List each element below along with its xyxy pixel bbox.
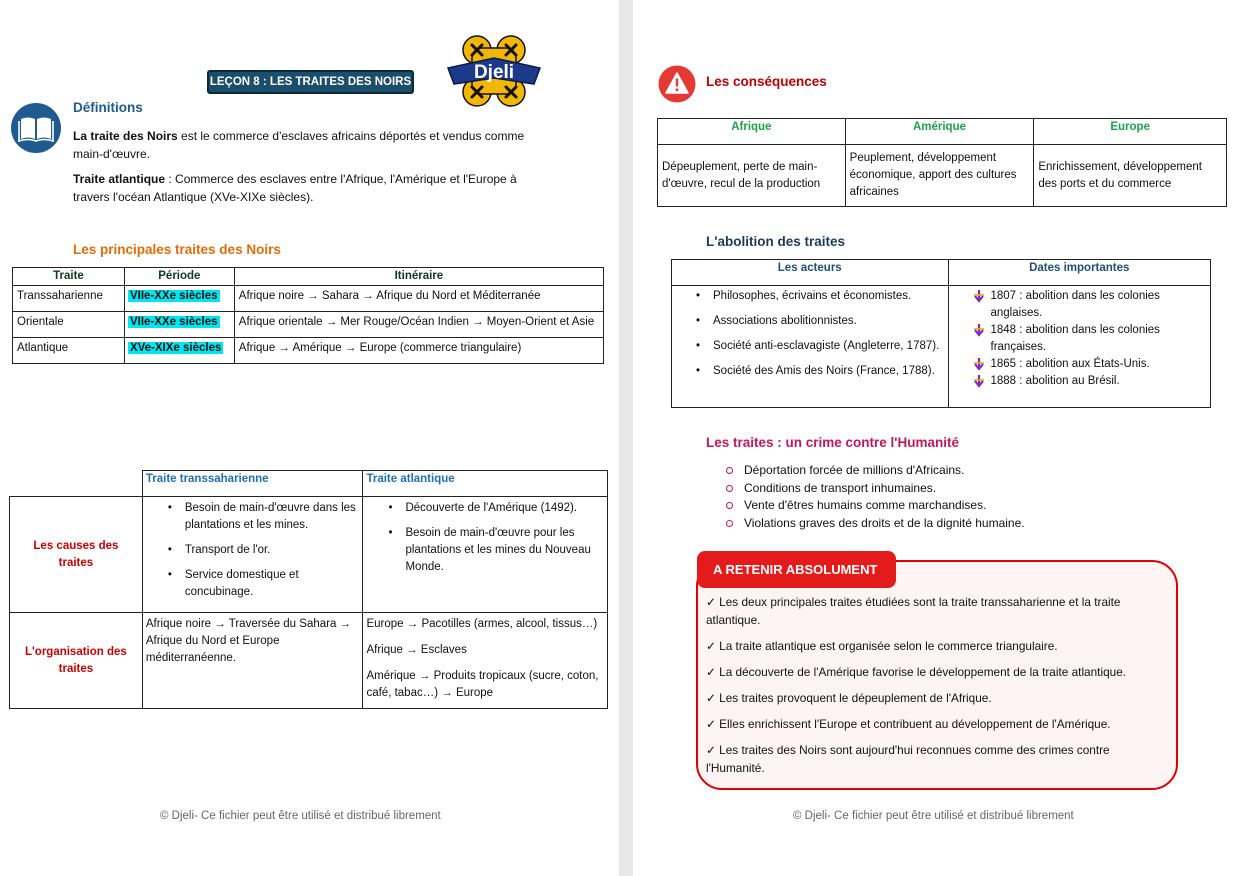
- table-header-row: [672, 260, 1211, 286]
- list-item: Violations graves des droits et de la dignité humaine.: [706, 515, 1156, 533]
- table-row: [13, 338, 604, 364]
- list-item: ✓ La découverte de l'Amérique favorise le développement de la traite atlantique.: [706, 665, 1127, 679]
- list-item: Europe → Pacotilles (armes, alcool, tissus…): [366, 618, 598, 630]
- consequences-heading: Les conséquences: [706, 74, 827, 89]
- arrow-bullet-icon: [973, 357, 985, 371]
- periode-cell: [124, 338, 234, 364]
- organisation-transsaharienne-cell: Afrique noire → Traversée du Sahara → Afrique du Nord et Europe méditerranéenne.: [142, 613, 363, 709]
- table-header: Amérique: [845, 119, 1034, 145]
- table-header: Période: [124, 268, 234, 286]
- definition-traite-noirs: [73, 127, 543, 163]
- definition-term: La traite des Noirs: [73, 129, 178, 143]
- causes-transsaharienne-cell: [142, 497, 363, 613]
- row-head-organisation: L'organisation des traites: [10, 613, 143, 709]
- organisation-atlantique-cell: [363, 613, 608, 709]
- list-item: • Associations abolitionnistes.: [674, 313, 946, 330]
- list-item: [951, 288, 1209, 322]
- periode-highlight: XVe-XIXe siècles: [129, 342, 222, 354]
- table-header: Afrique: [658, 119, 846, 145]
- abolition-table: [671, 259, 1211, 408]
- row-head-causes: Les causes des traites: [10, 497, 143, 613]
- traite-cell: Atlantique: [13, 338, 125, 364]
- principales-heading: Les principales traites des Noirs: [73, 242, 281, 257]
- date-text: 1888 : abolition au Brésil.: [990, 375, 1120, 387]
- list-item: ✓ Les deux principales traites étudiées sont la traite transsaharienne et la traite atlantique.: [706, 595, 1121, 627]
- list-item: [951, 322, 1209, 356]
- list-item: Conditions de transport inhumaines.: [706, 480, 1156, 498]
- list-item: • Besoin de main-d'œuvre pour les plantations et les mines du Nouveau Monde.: [366, 525, 604, 576]
- traite-cell: Orientale: [13, 312, 125, 338]
- periode-cell: [124, 312, 234, 338]
- table-header-row: [13, 268, 604, 286]
- table-row: [10, 497, 608, 613]
- consequence-europe-cell: Enrichissement, développement des ports et du commerce: [1034, 145, 1227, 207]
- periode-cell: [124, 286, 234, 312]
- abolition-heading: L'abolition des traites: [706, 234, 845, 249]
- consequences-table: [657, 118, 1227, 207]
- book-icon: [10, 102, 62, 154]
- svg-text:Djeli: Djeli: [473, 62, 515, 83]
- table-header: Traite: [13, 268, 125, 286]
- empty-corner: [10, 471, 143, 497]
- list-item: Afrique → Esclaves: [366, 644, 467, 656]
- list-item: • Service domestique et concubinage.: [146, 567, 360, 601]
- footer-left: © Djeli- Ce fichier peut être utilisé et distribué librement: [160, 810, 441, 822]
- table-header-row: [658, 119, 1227, 145]
- warning-icon: [658, 65, 696, 103]
- table-row: [672, 286, 1211, 408]
- list-item: • Société des Amis des Noirs (France, 1788).: [674, 363, 946, 380]
- definition-text: est le commerce d'esclaves africains déportés et vendus comme main-d'œuvre.: [73, 129, 525, 161]
- list-item: ✓ Les traites des Noirs sont aujourd'hui reconnues comme des crimes contre l'Humanité.: [706, 743, 1110, 775]
- definition-text: : Commerce des esclaves entre l'Afrique, l'Amérique et l'Europe à travers l'océan Atlantique (XVe-XIXe siècles).: [73, 172, 517, 204]
- list-item: [951, 373, 1209, 390]
- table-row: [13, 286, 604, 312]
- list-item: Déportation forcée de millions d'Africains.: [706, 462, 1156, 480]
- date-text: 1865 : abolition aux États-Unis.: [990, 358, 1150, 370]
- traite-cell: Transsaharienne: [13, 286, 125, 312]
- table-header: Traite transsaharienne: [142, 471, 363, 497]
- crime-heading: Les traites : un crime contre l'Humanité: [706, 435, 960, 450]
- table-row: [658, 145, 1227, 207]
- table-row: [10, 613, 608, 709]
- date-text: 1807 : abolition dans les colonies anglaises.: [990, 290, 1160, 319]
- list-item: Vente d'êtres humains comme marchandises.: [706, 497, 1156, 515]
- list-item: • Transport de l'or.: [146, 542, 360, 559]
- list-item: ✓ Elles enrichissent l'Europe et contribuent au développement de l'Amérique.: [706, 717, 1111, 731]
- footer-right: © Djeli- Ce fichier peut être utilisé et distribué librement: [793, 810, 1074, 822]
- acteurs-cell: [672, 286, 949, 408]
- list-item: • Société anti-esclavagiste (Angleterre, 1787).: [674, 338, 946, 355]
- itineraire-cell: Afrique orientale → Mer Rouge/Océan Indien → Moyen-Orient et Asie: [234, 312, 603, 338]
- itineraire-cell: Afrique → Amérique → Europe (commerce triangulaire): [234, 338, 603, 364]
- table-header: Itinéraire: [234, 268, 603, 286]
- table-header: Europe: [1034, 119, 1227, 145]
- itineraire-cell: Afrique noire → Sahara → Afrique du Nord et Méditerranée: [234, 286, 603, 312]
- consequence-afrique-cell: Dépeuplement, perte de main-d'œuvre, recul de la production: [658, 145, 846, 207]
- consequence-amerique-cell: Peuplement, développement économique, apport des cultures africaines: [845, 145, 1034, 207]
- list-item: ✓ Les traites provoquent le dépeuplement de l'Afrique.: [706, 691, 992, 705]
- causes-atlantique-cell: [363, 497, 608, 613]
- table-header-row: [10, 471, 608, 497]
- list-item: • Philosophes, écrivains et économistes.: [674, 288, 946, 305]
- dates-cell: [948, 286, 1211, 408]
- table-header: Les acteurs: [672, 260, 949, 286]
- retain-list: [706, 593, 1166, 785]
- table-header: Traite atlantique: [363, 471, 608, 497]
- list-item: • Besoin de main-d'œuvre dans les plantations et les mines.: [146, 500, 360, 534]
- periode-highlight: VIIe-XXe siècles: [129, 290, 218, 302]
- list-item: ✓ La traite atlantique est organisée selon le commerce triangulaire.: [706, 639, 1058, 653]
- periode-highlight: VIIe-XXe siècles: [129, 316, 218, 328]
- arrow-bullet-icon: [973, 323, 985, 337]
- djeli-logo: [444, 30, 544, 112]
- definition-traite-atlantique: [73, 170, 543, 206]
- table-row: [13, 312, 604, 338]
- arrow-bullet-icon: [973, 289, 985, 303]
- table-header: Dates importantes: [948, 260, 1211, 286]
- arrow-bullet-icon: [973, 374, 985, 388]
- causes-organisation-table: [9, 470, 608, 709]
- lesson-title: LEÇON 8 : LES TRAITES DES NOIRS: [207, 70, 414, 94]
- list-item: • Découverte de l'Amérique (1492).: [366, 500, 604, 517]
- crime-list: [706, 462, 1156, 532]
- definition-term: Traite atlantique: [73, 172, 166, 186]
- list-item: [951, 356, 1209, 373]
- list-item: Amérique → Produits tropicaux (sucre, coton, café, tabac…) → Europe: [366, 670, 599, 699]
- principales-table: [12, 267, 604, 364]
- retain-tag: A RETENIR ABSOLUMENT: [697, 551, 896, 588]
- date-text: 1848 : abolition dans les colonies françaises.: [990, 324, 1160, 353]
- definitions-heading: Définitions: [73, 100, 143, 115]
